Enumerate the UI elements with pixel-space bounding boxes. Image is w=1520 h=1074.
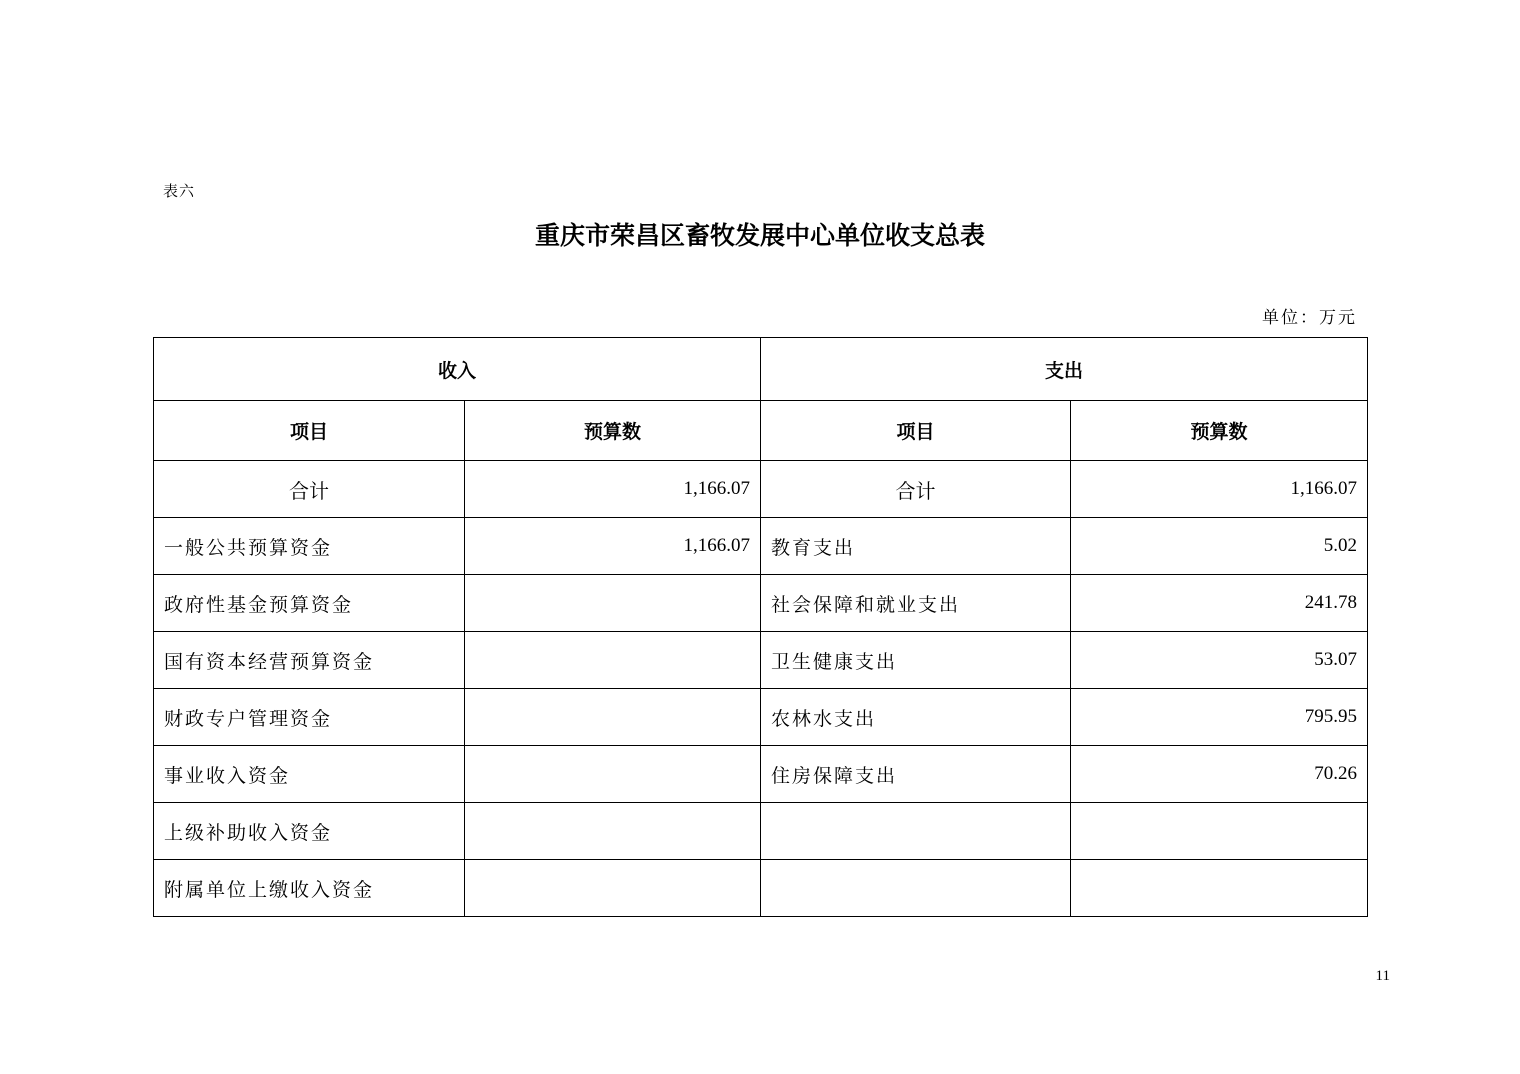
expense-value	[1071, 803, 1368, 860]
expense-item: 住房保障支出	[761, 746, 1071, 803]
expense-total-label: 合计	[761, 461, 1071, 518]
unit-note: 单位：万元	[1262, 308, 1357, 328]
table-row	[154, 575, 1368, 632]
income-item: 事业收入资金	[154, 746, 465, 803]
expense-header: 支出	[761, 338, 1368, 401]
income-value	[465, 746, 761, 803]
table-row	[154, 803, 1368, 860]
column-header-row	[154, 401, 1368, 461]
table-row	[154, 860, 1368, 917]
expense-item: 卫生健康支出	[761, 632, 1071, 689]
income-value	[465, 575, 761, 632]
income-item: 政府性基金预算资金	[154, 575, 465, 632]
expense-item	[761, 803, 1071, 860]
income-item: 财政专户管理资金	[154, 689, 465, 746]
expense-budget-header: 预算数	[1071, 401, 1368, 461]
expense-item: 教育支出	[761, 518, 1071, 575]
income-total-label: 合计	[154, 461, 465, 518]
expense-value	[1071, 860, 1368, 917]
income-item: 附属单位上缴收入资金	[154, 860, 465, 917]
total-row	[154, 461, 1368, 518]
group-header-row	[154, 338, 1368, 401]
expense-value: 70.26	[1071, 746, 1368, 803]
income-total-value: 1,166.07	[465, 461, 761, 518]
income-budget-header: 预算数	[465, 401, 761, 461]
expense-item-header: 项目	[761, 401, 1071, 461]
expense-item	[761, 860, 1071, 917]
budget-table	[153, 337, 1368, 917]
expense-value: 241.78	[1071, 575, 1368, 632]
income-item-header: 项目	[154, 401, 465, 461]
expense-value: 795.95	[1071, 689, 1368, 746]
table-row	[154, 632, 1368, 689]
income-item: 国有资本经营预算资金	[154, 632, 465, 689]
income-value	[465, 803, 761, 860]
expense-value: 5.02	[1071, 518, 1368, 575]
expense-value: 53.07	[1071, 632, 1368, 689]
income-header: 收入	[154, 338, 761, 401]
table-row	[154, 689, 1368, 746]
income-item: 上级补助收入资金	[154, 803, 465, 860]
page-title: 重庆市荣昌区畜牧发展中心单位收支总表	[534, 221, 985, 250]
table-label: 表六	[163, 182, 196, 200]
income-value	[465, 860, 761, 917]
income-value: 1,166.07	[465, 518, 761, 575]
income-value	[465, 689, 761, 746]
table-row	[154, 518, 1368, 575]
income-item: 一般公共预算资金	[154, 518, 465, 575]
page-number: 11	[1375, 968, 1390, 984]
expense-total-value: 1,166.07	[1071, 461, 1368, 518]
expense-item: 农林水支出	[761, 689, 1071, 746]
table-row	[154, 746, 1368, 803]
expense-item: 社会保障和就业支出	[761, 575, 1071, 632]
income-value	[465, 632, 761, 689]
